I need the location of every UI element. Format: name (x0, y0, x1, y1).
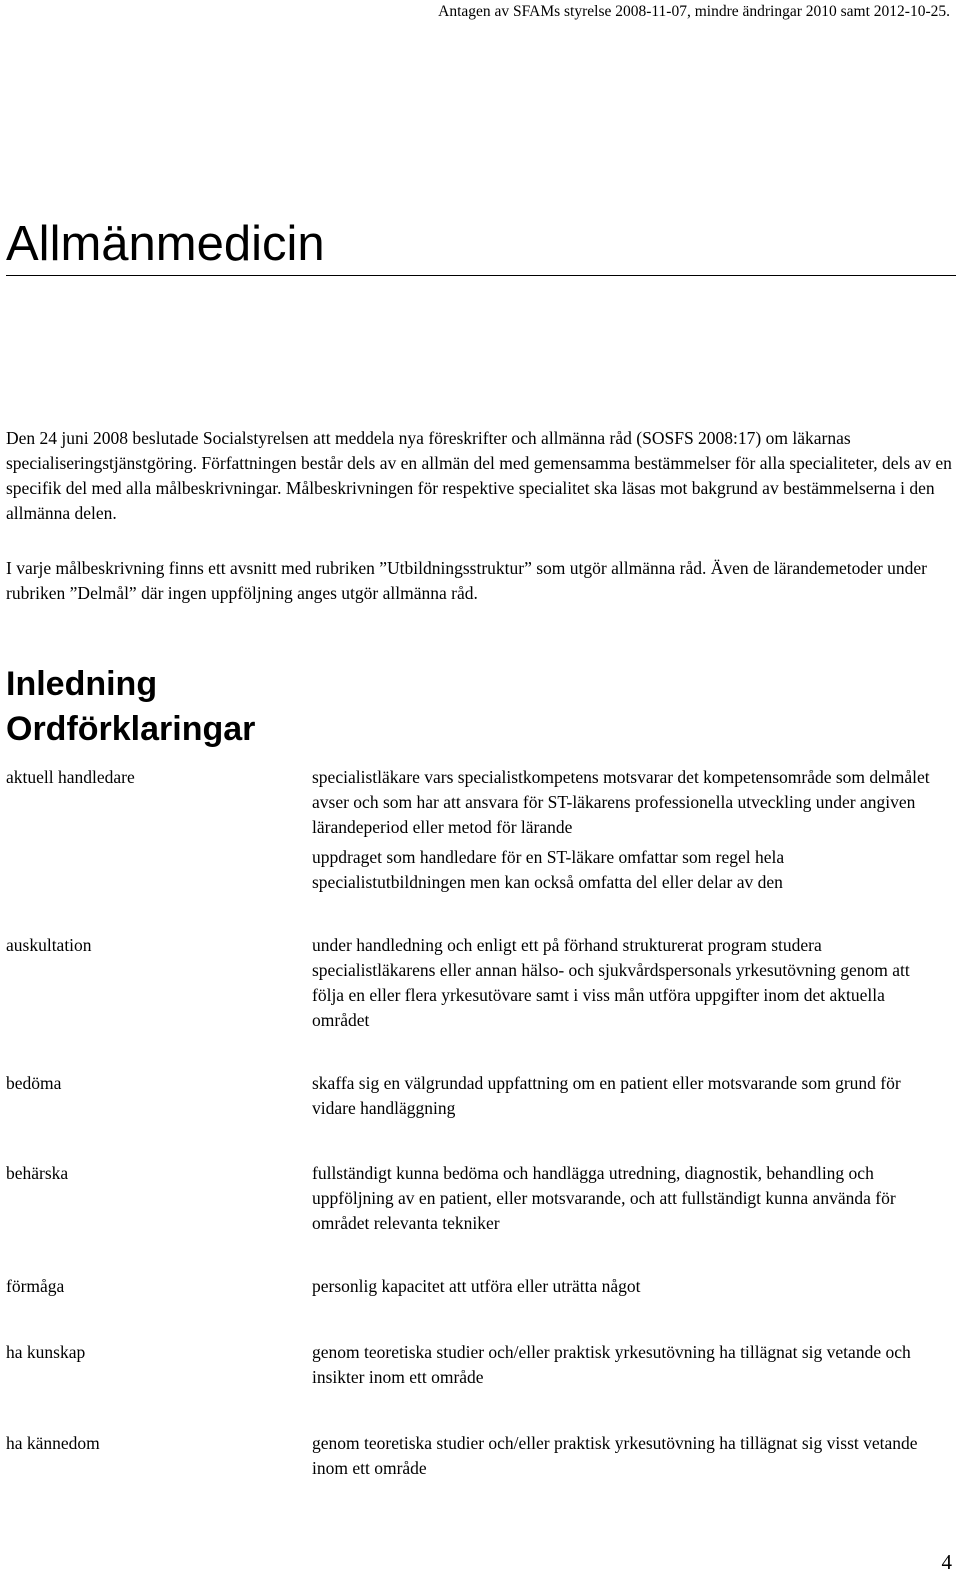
glossary-term: ha kunskap (6, 1342, 86, 1362)
glossary-term: bedöma (6, 1073, 62, 1093)
definition-text: skaffa sig en välgrundad uppfattning om en patient eller motsvarande som grund för vidare handläggning (312, 1073, 901, 1118)
glossary-definition (312, 933, 932, 1033)
running-header: Antagen av SFAMs styrelse 2008-11-07, mindre ändringar 2010 samt 2012-10-25. (438, 3, 950, 20)
glossary-term: behärska (6, 1163, 69, 1183)
title-underline-rule (6, 275, 956, 276)
glossary-definition (312, 1274, 932, 1299)
introduction-paragraph: I varje målbeskrivning finns ett avsnitt med rubriken ”Utbildningsstruktur” som utgör allmänna råd. Även de lärandemetoder under rubriken ”Delmål” där ingen uppföljning anges utgör allmänna råd. (6, 558, 927, 603)
page-number: 4 (941, 1550, 952, 1574)
glossary-term: auskultation (6, 935, 92, 955)
definition-text: fullständigt kunna bedöma och handlägga utredning, diagnostik, behandling och uppföljning av en patient, eller motsvarande, och att fullständigt kunna använda för området relevanta tekniker (312, 1163, 896, 1233)
glossary-definition (312, 1071, 932, 1121)
glossary-definition (312, 1431, 932, 1481)
glossary-term: förmåga (6, 1276, 65, 1296)
definition-text: genom teoretiska studier och/eller praktisk yrkesutövning ha tillägnat sig visst vetande inom ett område (312, 1433, 918, 1478)
glossary-term: ha kännedom (6, 1433, 100, 1453)
definition-text: genom teoretiska studier och/eller praktisk yrkesutövning ha tillägnat sig vetande och insikter inom ett område (312, 1342, 911, 1387)
definition-text: uppdraget som handledare för en ST-läkare omfattar som regel hela specialistutbildningen men kan också omfatta del eller delar av den (312, 847, 785, 892)
glossary-definition (312, 1161, 932, 1236)
glossary-definition (312, 765, 932, 895)
definition-text: personlig kapacitet att utföra eller uträtta något (312, 1276, 641, 1296)
glossary-term: aktuell handledare (6, 767, 135, 787)
document-title: Allmänmedicin (6, 217, 325, 271)
introduction-paragraph: Den 24 juni 2008 beslutade Socialstyrelsen att meddela nya föreskrifter och allmänna råd (SOSFS 2008:17) om läkarnas specialiseringstjänstgöring. Författningen består dels av en allmän del med gemensamma bestämmelser för alla specialiteter, dels av en specifik del med alla målbeskrivningar. Målbeskrivningen för respektive specialitet ska läsas mot bakgrund av bestämmelserna i den allmänna delen. (6, 428, 952, 523)
introduction-heading: Inledning (6, 665, 158, 703)
glossary-definition (312, 1340, 932, 1390)
glossary-heading: Ordförklaringar (6, 710, 256, 748)
definition-text: under handledning och enligt ett på förhand strukturerat program studera specialistläkarens eller annan hälso- och sjukvårdspersonals yrkesutövning genom att följa en eller flera yrkesutövare samt i viss mån utföra uppgifter inom det aktuella området (312, 935, 910, 1030)
definition-text: specialistläkare vars specialistkompetens motsvarar det kompetensområde som delmålet avser och som har att ansvara för ST-läkarens professionella utveckling under angiven lärandeperiod eller metod för lärande (312, 767, 930, 837)
